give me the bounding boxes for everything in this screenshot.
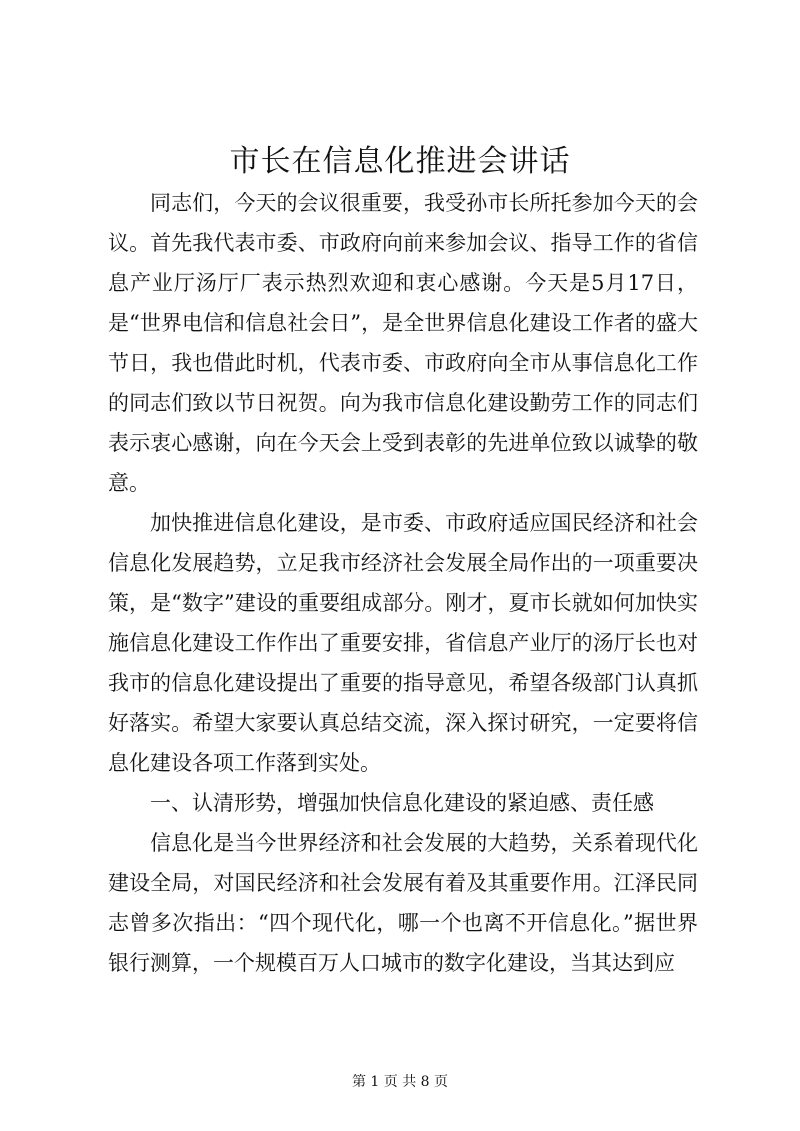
page-footer: 第 1 页 共 8 页 [351, 1074, 449, 1090]
paragraph-significance: 加快推进信息化建设，是市委、市政府适应国民经济和社会信息化发展趋势，立足我市经济社会发展全局作出的一项重要决策，是“数字”建设的重要组成部分。刚才，夏市长就如何加快实施信息化建设工作作出了重要安排，省信息产业厅的汤厅长也对我市的信息化建设提出了重要的指导意见，希望各级部门认真抓好落实。希望大家要认真总结交流，深入探讨研究，一定要将信息化建设各项工作落到实处。 [108, 511, 698, 775]
section-heading-1: 一、认清形势，增强加快信息化建设的紧迫感、责任感 [150, 791, 654, 815]
paragraph-trend: 信息化是当今世界经济和社会发展的大趋势，关系着现代化建设全局，对国民经济和社会发展有着及其重要作用。江泽民同志曾多次指出：“四个现代化，哪一个也离不开信息化。”据世界银行测算，一个规模百万人口城市的数字化建设，当其达到应 [108, 831, 698, 975]
paragraph-opening: 同志们，今天的会议很重要，我受孙市长所托参加今天的会议。首先我代表市委、市政府向前来参加会议、指导工作的省信息产业厅汤厅厂表示热烈欢迎和衷心感谢。今天是5月17日，是“世界电信和信息社会日”，是全世界信息化建设工作者的盛大节日，我也借此时机，代表市委、市政府向全市从事信息化工作的同志们致以节日祝贺。向为我市信息化建设勤劳工作的同志们表示衷心感谢，向在今天会上受到表彰的先进单位致以诚挚的敬意。 [108, 191, 698, 495]
page-title: 市长在信息化推进会讲话 [229, 144, 571, 179]
document-body [108, 183, 698, 983]
